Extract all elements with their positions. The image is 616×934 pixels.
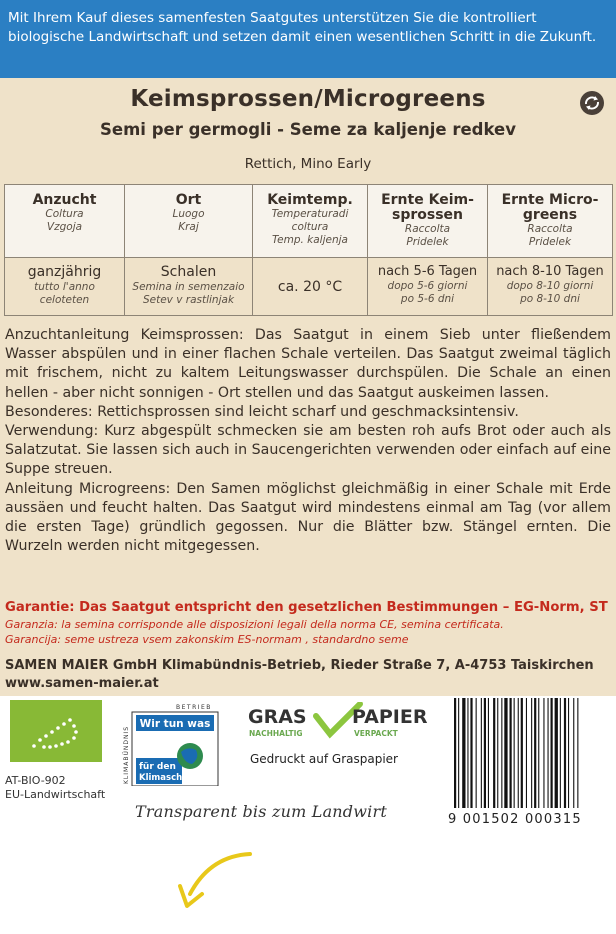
barcode-bar: [497, 698, 498, 808]
barcode-bar: [538, 698, 539, 808]
graspapier-note: Gedruckt auf Graspapier: [250, 752, 398, 766]
label-verwendung: Verwendung:: [5, 423, 99, 440]
recycle-icon: [580, 91, 604, 115]
header-cell-ernte-keimsprossen: Ernte Keim-sprossen Raccolta Pridelek: [368, 185, 488, 258]
eu-star: [68, 718, 72, 722]
kb-top-text: BETRIEB: [176, 704, 212, 711]
value-cell-keimtemp: ca. 20 °C: [253, 258, 368, 316]
header-cell-ernte-microgreens: Ernte Micro-greens Raccolta Pridelek: [488, 185, 613, 258]
value-cell-ernte-keimsprossen: nach 5-6 Tagen dopo 5-6 giorni po 5-6 dni: [368, 258, 488, 316]
guarantee-it: Garanzia: la semina corrisponde alle disposizioni legali della norma CE, semina certificata.: [5, 618, 504, 631]
label-besonderes: Besonderes:: [5, 403, 93, 420]
barcode-bar: [551, 698, 553, 808]
growing-info-table: [4, 184, 613, 316]
kb-line-3: Klimaschutz: [139, 773, 198, 783]
eu-star: [56, 726, 60, 730]
eu-star: [32, 744, 36, 748]
eu-star: [44, 734, 48, 738]
eu-origin: EU-Landwirtschaft: [5, 788, 106, 801]
klimabuendnis-logo: [118, 700, 238, 786]
barcode-bar: [534, 698, 536, 808]
company-website: www.samen-maier.at: [5, 676, 159, 691]
barcode-bar: [458, 698, 459, 808]
barcode-bar: [510, 698, 512, 808]
eu-star: [60, 742, 64, 746]
paragraph-besonderes: Besonderes: Rettichsprossen sind leicht scharf und geschmacksintensiv.: [5, 403, 519, 420]
eu-star: [72, 736, 76, 740]
barcode-bar: [504, 698, 507, 808]
kb-line-1: Wir tun was: [139, 718, 211, 730]
barcode-bar: [501, 698, 502, 808]
gras-sub: NACHHALTIG: [249, 729, 303, 738]
table-row: [5, 258, 613, 316]
barcode-bar: [543, 698, 544, 808]
eu-star: [66, 740, 70, 744]
papier-word: PAPIER: [352, 706, 428, 728]
barcode-bar: [518, 698, 519, 808]
eu-star: [50, 730, 54, 734]
company-info: [5, 657, 615, 693]
value-cell-anzucht: ganzjährig tutto l'anno celoteten: [5, 258, 125, 316]
barcode-bar: [454, 698, 456, 808]
barcode-bar: [577, 698, 578, 808]
eu-star: [48, 745, 52, 749]
barcode-bar: [526, 698, 527, 808]
label-anzucht: Anzuchtanleitung Keimsprossen:: [5, 327, 244, 343]
guarantee-sl: Garancija: seme ustreza vsem zakonskim ES-normam , standardno seme: [5, 633, 409, 646]
barcode-bar: [467, 698, 468, 808]
barcode-bar: [462, 698, 465, 808]
barcode-bar: [493, 698, 495, 808]
header-cell-ort: Ort Luogo Kraj: [125, 185, 253, 258]
barcode-bar: [560, 698, 561, 808]
header-cell-anzucht: Anzucht Coltura Vzgoja: [5, 185, 125, 258]
eu-star: [54, 744, 58, 748]
guarantee-de: Garantie: Das Saatgut entspricht den gesetzlichen Bestimmungen – EG-Norm, ST: [5, 600, 608, 615]
barcode-bar: [573, 698, 574, 808]
header-cell-keimtemp: Keimtemp. Temperaturadi coltura Temp. kaljenja: [253, 185, 368, 258]
barcode-bar: [521, 698, 523, 808]
barcode-bar: [481, 698, 482, 808]
page-title: Keimsprossen/Microgreens: [130, 86, 486, 112]
barcode-bar: [484, 698, 486, 808]
instructions-text: [5, 326, 611, 556]
arrow-icon: [170, 846, 260, 916]
kb-side-text: KLIMABÜNDNIS: [123, 725, 130, 784]
paragraph-verwendung: Verwendung: Kurz abgespült schmecken sie am besten roh aufs Brot oder auch als Salatzutat. Sie lassen sich auch in Saucengerichten verwenden oder einfach auf eine Suppe streuen.: [5, 423, 611, 478]
papier-sub: VERPACKT: [354, 729, 398, 738]
footer-labels: [0, 696, 616, 934]
barcode-bar: [555, 698, 558, 808]
paragraph-microgreens: Anleitung Microgreens: Den Samen möglichst gleichmäßig in einer Schale mit Erde aussäen und feucht halten. Das Saatgut wird mindestens einmal am Tag (vor allem die ersten Tage) gründlich gegossen. Nur die Blätter bzw. Stängel ernten. Die Wurzeln werden nicht mitgegessen.: [5, 480, 611, 555]
kb-line-2: für den: [139, 762, 176, 772]
gras-word: GRAS: [248, 706, 307, 728]
banner-line-1: Mit Ihrem Kauf dieses samenfesten Saatgutes unterstützen Sie die kontrolliert: [8, 10, 537, 26]
barcode-bar: [568, 698, 569, 808]
barcode-number: 9 001502 000315: [448, 812, 582, 827]
eu-organic-info: [5, 774, 105, 802]
handwritten-note: Transparent bis zum Landwirt: [135, 802, 387, 821]
banner-line-2: biologische Landwirtschaft und setzen damit einen wesentlichen Schritt in die Zukunft.: [8, 29, 597, 45]
eu-star: [72, 724, 76, 728]
eu-star: [42, 745, 46, 749]
table-header-row: [5, 185, 613, 258]
barcode-bar: [564, 698, 566, 808]
subtitle: Semi per germogli - Seme za kaljenje redkev: [100, 120, 516, 139]
barcode-bar: [470, 698, 472, 808]
barcode-bar: [531, 698, 532, 808]
eu-star: [38, 738, 42, 742]
graspapier-logo: [248, 702, 438, 742]
company-address: SAMEN MAIER GmbH Klimabündnis-Betrieb, Rieder Straße 7, A-4753 Taiskirchen: [5, 658, 594, 673]
eu-organic-logo: [10, 700, 102, 762]
value-cell-ernte-microgreens: nach 8-10 Tagen dopo 8-10 giorni po 8-10 dni: [488, 258, 613, 316]
value-cell-ort: Schalen Semina in semenzaio Setev v rastlinjak: [125, 258, 253, 316]
barcode-bar: [548, 698, 549, 808]
eu-control-code: AT-BIO-902: [5, 774, 66, 787]
barcode-bar: [514, 698, 515, 808]
barcode: [446, 696, 612, 814]
label-microgreens: Anleitung Microgreens:: [5, 480, 171, 497]
guarantee-block: [5, 599, 611, 647]
barcode-bar: [476, 698, 477, 808]
eu-star: [74, 730, 78, 734]
info-banner: [0, 0, 616, 78]
barcode-bar: [488, 698, 489, 808]
paragraph-anzucht: Anzuchtanleitung Keimsprossen: Das Saatgut in einem Sieb unter fließendem Wasser abspülen und in einer flachen Schale verteilen. Das Saatgut zweimal täglich mit frischem, nicht zu kaltem Leitungswasser durchspülen. Die Schale an einen hellen - aber nicht sonnigen - Ort stellen und das Saatgut auskeimen lassen.: [5, 327, 611, 401]
variety-name: Rettich, Mino Early: [244, 156, 372, 172]
eu-star: [62, 722, 66, 726]
